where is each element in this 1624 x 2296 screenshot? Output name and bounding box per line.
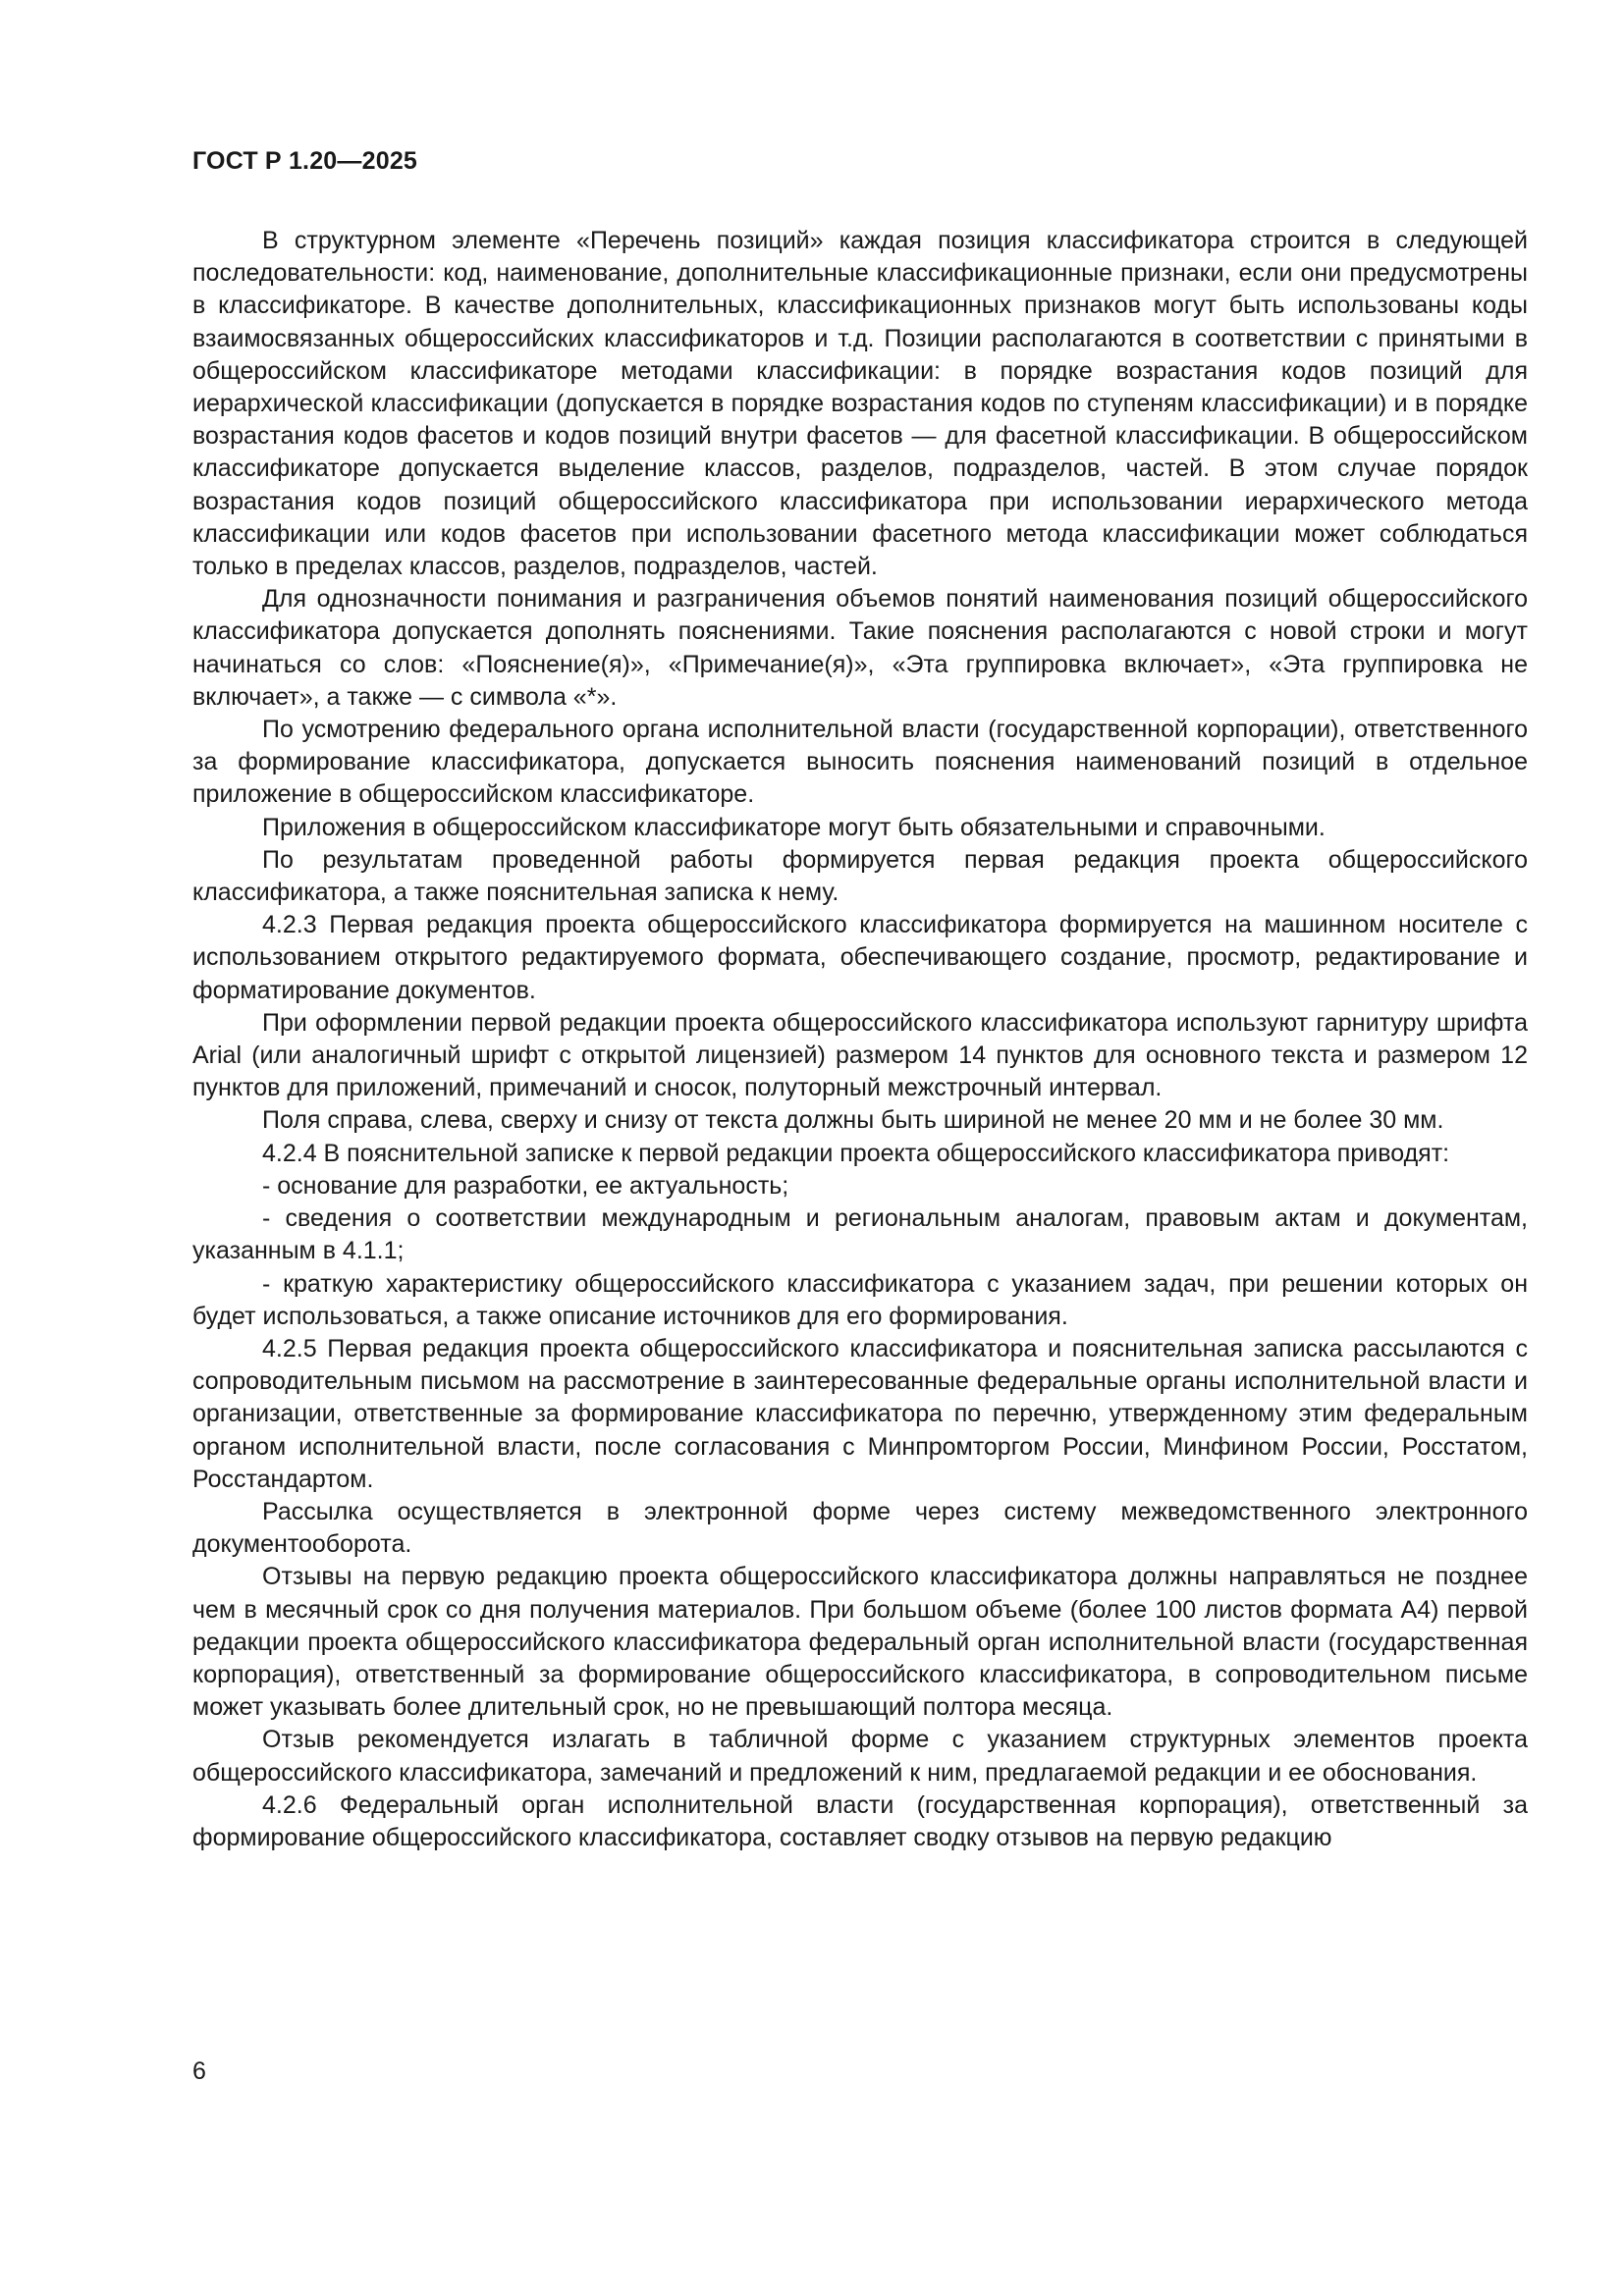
clause-4-2-4: 4.2.4 В пояснительной записке к первой редакции проекта общероссийского классификатора приводят: bbox=[262, 1139, 1450, 1167]
clause-4-2-5: 4.2.5 Первая редакция проекта общероссийского классификатора и пояснительная записка рассылаются с сопроводительным письмом на рассмотрение в заинтересованные федеральные органы исполнительной власти и организации, ответственные за формирование классификатора по перечню, утвержденному этим федеральным органом исполнительной власти, после согласования с Минпромторгом России, Минфином России, Росстатом, Росстандартом. bbox=[192, 1334, 1528, 1493]
list-item-basis: - основание для разработки, ее актуальность; bbox=[262, 1171, 789, 1200]
paragraph-margins: Поля справа, слева, сверху и снизу от текста должны быть шириной не менее 20 мм и не более 30 мм. bbox=[262, 1106, 1444, 1135]
paragraph-distribution: Рассылка осуществляется в электронной форме через систему межведомственного электронного документооборота. bbox=[192, 1497, 1528, 1559]
clause-4-2-3: 4.2.3 Первая редакция проекта общероссийского классификатора формируется на машинном носителе с использованием открытого редактируемого формата, обеспечивающего создание, просмотр, редактирование и форматирование документов. bbox=[192, 911, 1528, 1004]
paragraph-reviews-deadline: Отзывы на первую редакцию проекта общероссийского классификатора должны направляться не позднее чем в месячный срок со дня получения материалов. При большом объеме (более 100 листов формата А4) первой редакции проекта общероссийского классификатора федеральный орган исполнительной власти (государственная корпорация), ответственный за формирование общероссийского классификатора, в сопроводительном письме может указывать более длительный срок, но не превышающий полтора месяца. bbox=[192, 1563, 1528, 1722]
clause-4-2-6: 4.2.6 Федеральный орган исполнительной власти (государственная корпорация), ответственный за формирование общероссийского классификатора, составляет сводку отзывов на первую редакцию bbox=[192, 1790, 1528, 1851]
paragraph-explanations: Для однозначности понимания и разграничения объемов понятий наименования позиций общероссийского классификатора допускается дополнять пояснениями. Такие пояснения располагаются с новой строки и могут начинаться со слов: «Пояснение(я)», «Примечание(я)», «Эта группировка включает», «Эта группировка не включает», а также — с символа «*». bbox=[192, 585, 1528, 711]
paragraph-positions-list: В структурном элементе «Перечень позиций» каждая позиция классификатора строится в следующей последовательности: код, наименование, дополнительные классификационные признаки, если они предусмотрены в классификаторе. В качестве дополнительных, классификационных признаков могут быть использованы коды взаимосвязанных общероссийских классификаторов и т.д. Позиции располагаются в соответствии с принятыми в общероссийском классификаторе методами классификации: в порядке возрастания кодов позиций для иерархической классификации (допускается в порядке возрастания кодов по ступеням классификации) и в порядке возрастания кодов фасетов и кодов позиций внутри фасетов — для фасетной классификации. В общероссийском классификаторе допускается выделение классов, разделов, подразделов, частей. В этом случае порядок возрастания кодов позиций общероссийского классификатора при использовании иерархического метода классификации или кодов фасетов при использовании фасетного метода классификации может соблюдаться только в пределах классов, разделов, подразделов, частей. bbox=[192, 227, 1528, 581]
list-item-compliance: - сведения о соответствии международным и региональным аналогам, правовым актам и документам, указанным в 4.1.1; bbox=[192, 1204, 1528, 1265]
paragraph-first-edition: По результатам проведенной работы формируется первая редакция проекта общероссийского классификатора, а также пояснительная записка к нему. bbox=[192, 845, 1528, 907]
document-header: ГОСТ Р 1.20—2025 bbox=[192, 147, 418, 175]
document-body bbox=[192, 225, 1528, 1854]
page-number: 6 bbox=[192, 2057, 206, 2085]
paragraph-appendices: Приложения в общероссийском классификаторе могут быть обязательными и справочными. bbox=[262, 813, 1326, 841]
paragraph-font-requirements: При оформлении первой редакции проекта общероссийского классификатора используют гарнитуру шрифта Arial (или аналогичный шрифт с открытой лицензией) размером 14 пунктов для основного текста и размером 12 пунктов для приложений, примечаний и сносок, полуторный межстрочный интервал. bbox=[192, 1008, 1528, 1102]
list-item-characteristics: - краткую характеристику общероссийского классификатора с указанием задач, при решении которых он будет использоваться, а также описание источников для его формирования. bbox=[192, 1269, 1528, 1330]
paragraph-review-format: Отзыв рекомендуется излагать в табличной форме с указанием структурных элементов проекта общероссийского классификатора, замечаний и предложений к ним, предлагаемой редакции и ее обоснования. bbox=[192, 1726, 1528, 1787]
paragraph-appendix-explanations: По усмотрению федерального органа исполнительной власти (государственной корпорации), ответственного за формирование классификатора, допускается выносить пояснения наименований позиций в отдельное приложение в общероссийском классификаторе. bbox=[192, 716, 1528, 809]
